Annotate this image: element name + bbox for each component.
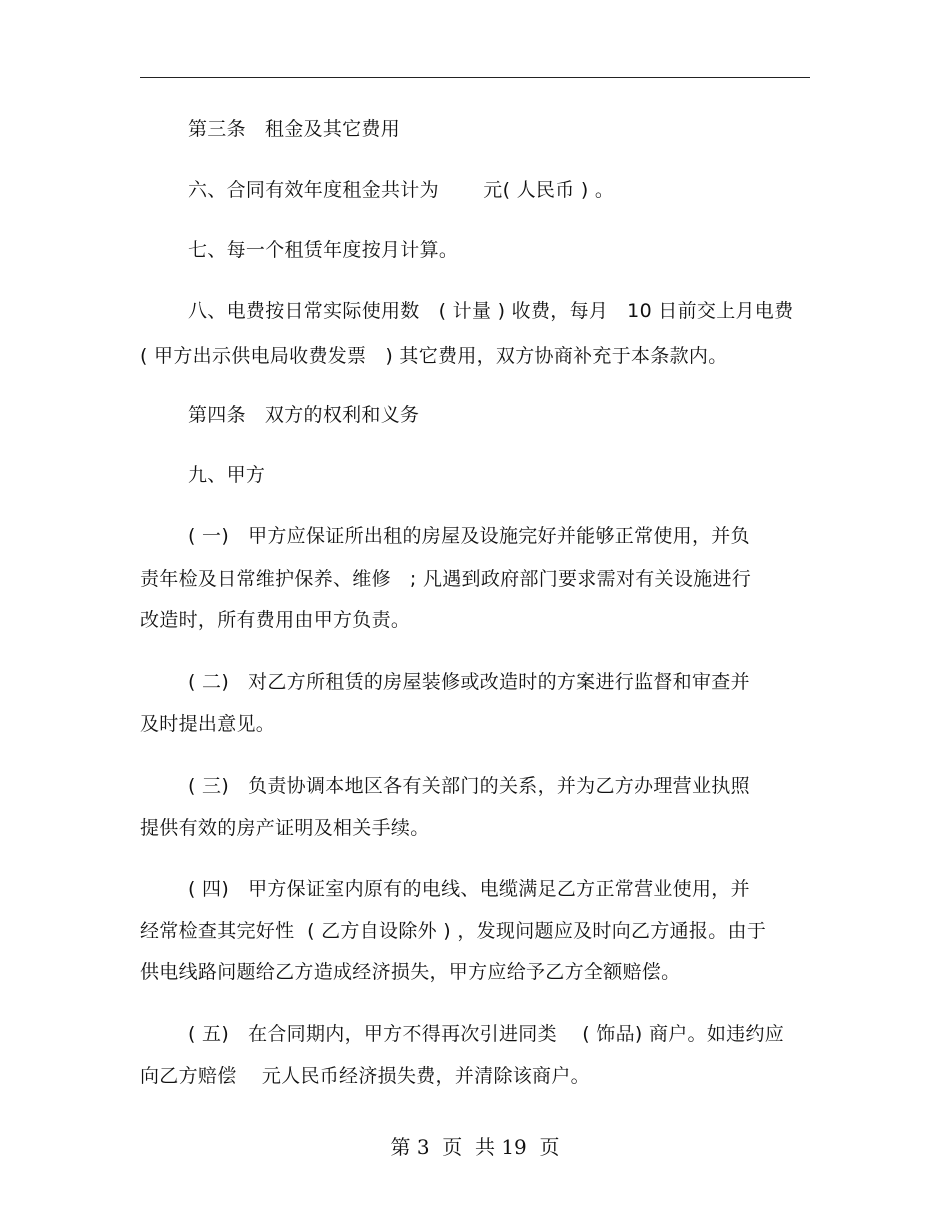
- item-4-line-2: 经常检查其完好性 ( 乙方自设除外 ) ，发现问题应及时向乙方通报。由于: [140, 920, 767, 942]
- item-1-line-2: 责年检及日常维护保养、维修 ; 凡遇到政府部门要求需对有关设施进行: [140, 568, 752, 590]
- clause-7: 七、每一个租赁年度按月计算。: [188, 239, 459, 261]
- item-4-line-3: 供电线路问题给乙方造成经济损失，甲方应给予乙方全额赔偿。: [140, 961, 681, 983]
- item-3-line-1: ( 三) 负责协调本地区各有关部门的关系，并为乙方办理营业执照: [188, 775, 750, 797]
- clause-9: 九、甲方: [188, 464, 266, 486]
- item-5-line-1: ( 五) 在合同期内，甲方不得再次引进同类 ( 饰品) 商户。如违约应: [188, 1023, 785, 1045]
- item-2-line-1: ( 二) 对乙方所租赁的房屋装修或改造时的方案进行监督和审查并: [188, 671, 750, 693]
- item-5-line-2: 向乙方赔偿 元人民币经济损失费，并清除该商户。: [140, 1065, 590, 1087]
- item-3-line-2: 提供有效的房产证明及相关手续。: [140, 817, 430, 839]
- clause-6: 六、合同有效年度租金共计为 元( 人民币 ) 。: [188, 179, 615, 201]
- header-rule: [140, 77, 810, 78]
- item-1-line-1: ( 一) 甲方应保证所出租的房屋及设施完好并能够正常使用，并负: [188, 525, 750, 547]
- item-4-line-1: ( 四) 甲方保证室内原有的电线、电缆满足乙方正常营业使用，并: [188, 878, 750, 900]
- item-2-line-2: 及时提出意见。: [140, 713, 276, 735]
- clause-8-line-1: 八、电费按日常实际使用数 ( 计量 ) 收费，每月 10 日前交上月电费: [188, 300, 794, 322]
- page-number-footer: 第 3 页 共 19 页: [390, 1135, 560, 1159]
- section-heading-article-4: 第四条 双方的权利和义务: [188, 404, 420, 426]
- item-1-line-3: 改造时，所有费用由甲方负责。: [140, 609, 411, 631]
- clause-8-line-2: ( 甲方出示供电局收费发票 ) 其它费用，双方协商补充于本条款内。: [140, 345, 728, 367]
- section-heading-article-3: 第三条 租金及其它费用: [188, 118, 401, 140]
